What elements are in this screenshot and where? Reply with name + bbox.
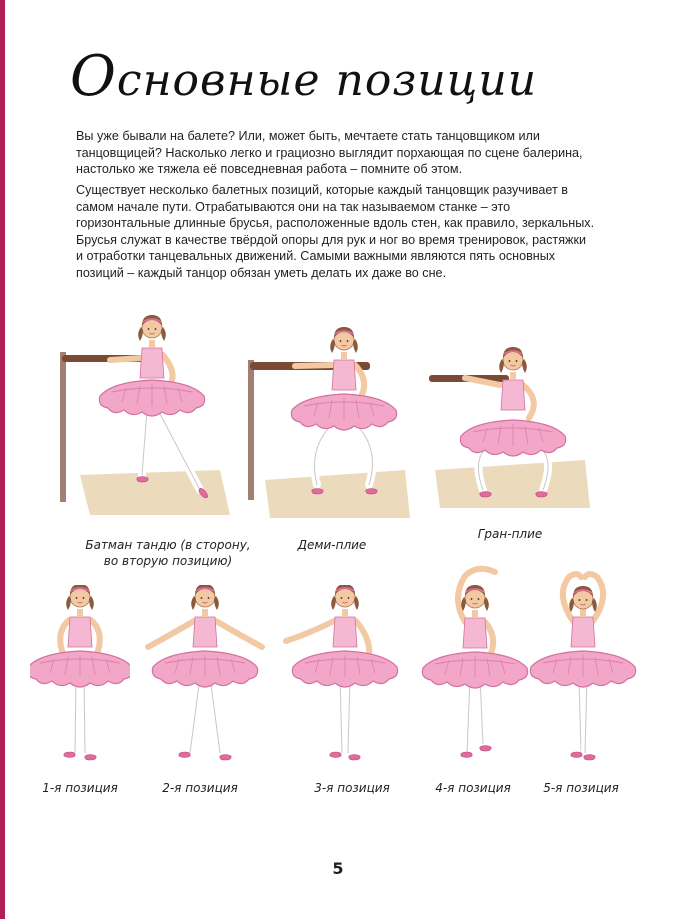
caption-line: во вторую позицию) [103, 554, 233, 568]
caption-position-5: 5-я позиция [543, 781, 619, 795]
caption-battement-tendu [78, 537, 258, 569]
intro-paragraph: Вы уже бывали на балете? Или, может быть, мечтаете стать танцовщиком или танцовщицей? Насколько легко и грациозно выглядит порхающая по сцене балерина, настолько же тяжела её повседневная работа – помните об этом. [76, 129, 583, 177]
caption-position-4: 4-я позиция [435, 781, 511, 795]
page-title: Основные позиции [70, 44, 538, 109]
grand-plie-illustration [425, 340, 595, 510]
demi-plie-illustration [245, 320, 425, 520]
position-5-illustration [525, 565, 640, 770]
position-4-illustration [415, 558, 535, 770]
position-1-illustration [30, 585, 130, 770]
caption-position-2: 2-я позиция [162, 781, 238, 795]
caption-line: Батман тандю (в сторону, [85, 538, 251, 552]
page-number: 5 [332, 859, 344, 878]
description-paragraph: Существует несколько балетных позиций, которые каждый танцовщик разучивает в самом начале пути. Отрабатываются они на так называемом станке – это горизонтальные длинные брусья, расположенные вдоль стен, как правило, зеркальных. Брусья служат в качестве твёрдой опоры для рук и ног во время тренировок, растяжки и отработки танцевальных движений. Самыми важными являются пять основных позиций – каждый танцор обязан уметь делать их даже во сне. [76, 183, 595, 280]
caption-demi-plie: Деми-плие [297, 538, 367, 552]
caption-position-3: 3-я позиция [314, 781, 390, 795]
position-2-illustration [140, 585, 270, 770]
page-edge-stripe [0, 0, 5, 919]
caption-grand-plie: Гран-плие [477, 527, 543, 541]
battement-tendu-illustration [50, 300, 230, 520]
caption-position-1: 1-я позиция [42, 781, 118, 795]
position-3-illustration [280, 585, 410, 770]
